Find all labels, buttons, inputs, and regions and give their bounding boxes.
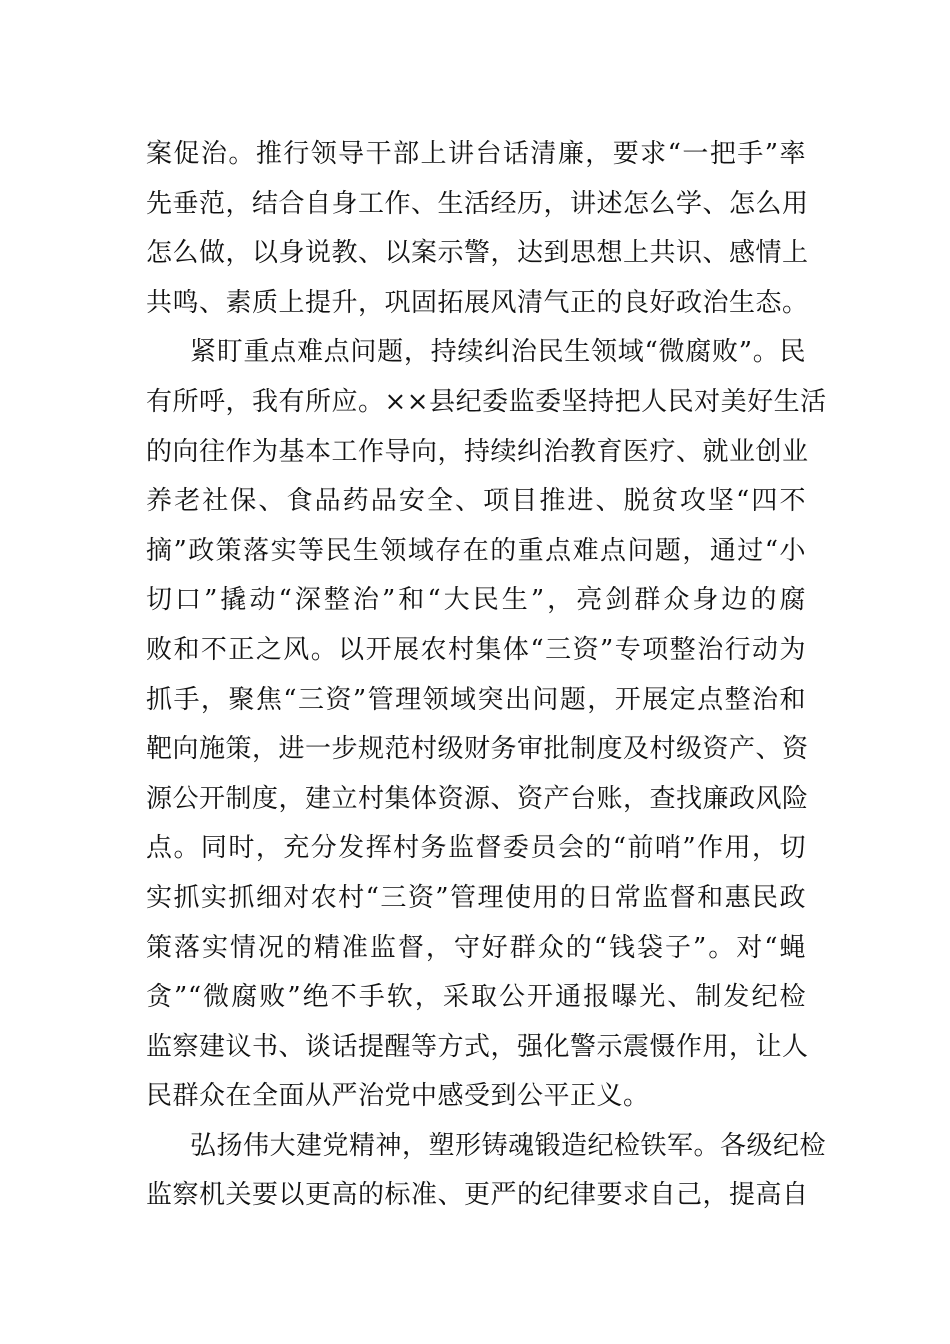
text-line: 点。同时，充分发挥村务监督委员会的“前哨”作用，切	[146, 833, 806, 864]
text-line: 监察建议书、谈话提醒等方式，强化警示震慑作用，让人	[146, 1031, 809, 1062]
text-line: 抓手，聚焦“三资”管理领域突出问题，开展定点整治和	[146, 684, 806, 715]
text-line: 养老社保、食品药品安全、项目推进、脱贫攻坚“四不	[146, 486, 806, 517]
text-line: 靶向施策，进一步规范村级财务审批制度及村级资产、资	[146, 734, 809, 765]
text-line: 的向往作为基本工作导向，持续纠治教育医疗、就业创业	[146, 436, 809, 467]
text-line: 先垂范，结合自身工作、生活经历，讲述怎么学、怎么用	[146, 188, 809, 219]
text-line: 怎么做，以身说教、以案示警，达到思想上共识、感情上	[146, 238, 809, 269]
text-line: 实抓实抓细对农村“三资”管理使用的日常监督和惠民政	[146, 882, 806, 913]
paragraph-first-line: 弘扬伟大建党精神，塑形铸魂锻造纪检铁军。各级纪检	[190, 1130, 827, 1161]
text-line: 源公开制度，建立村集体资源、资产台账，查找廉政风险	[146, 783, 809, 814]
text-line: 策落实情况的精准监督，守好群众的“钱袋子”。对“蝇	[146, 932, 806, 963]
text-line: 败和不正之风。以开展农村集体“三资”专项整治行动为	[146, 634, 806, 665]
text-line: 有所呼，我有所应。××县纪委监委坚持把人民对美好生活	[146, 386, 827, 417]
text-line: 共鸣、素质上提升，巩固拓展风清气正的良好政治生态。	[146, 287, 809, 318]
text-line: 贪”“微腐败”绝不手软，采取公开通报曝光、制发纪检	[146, 982, 806, 1013]
text-line: 案促治。推行领导干部上讲台话清廉，要求“一把手”率	[146, 139, 806, 169]
text-line: 监察机关要以更高的标准、更严的纪律要求自己，提高自	[146, 1180, 809, 1211]
paragraph-first-line: 紧盯重点难点问题，持续纠治民生领域“微腐败”。民	[190, 337, 806, 368]
text-line: 摘”政策落实等民生领域存在的重点难点问题，通过“小	[146, 535, 806, 566]
text-line: 民群众在全面从严治党中感受到公平正义。	[146, 1081, 650, 1112]
text-line: 切口”撬动“深整治”和“大民生”，亮剑群众身边的腐	[146, 585, 806, 616]
document-body	[146, 130, 827, 1221]
